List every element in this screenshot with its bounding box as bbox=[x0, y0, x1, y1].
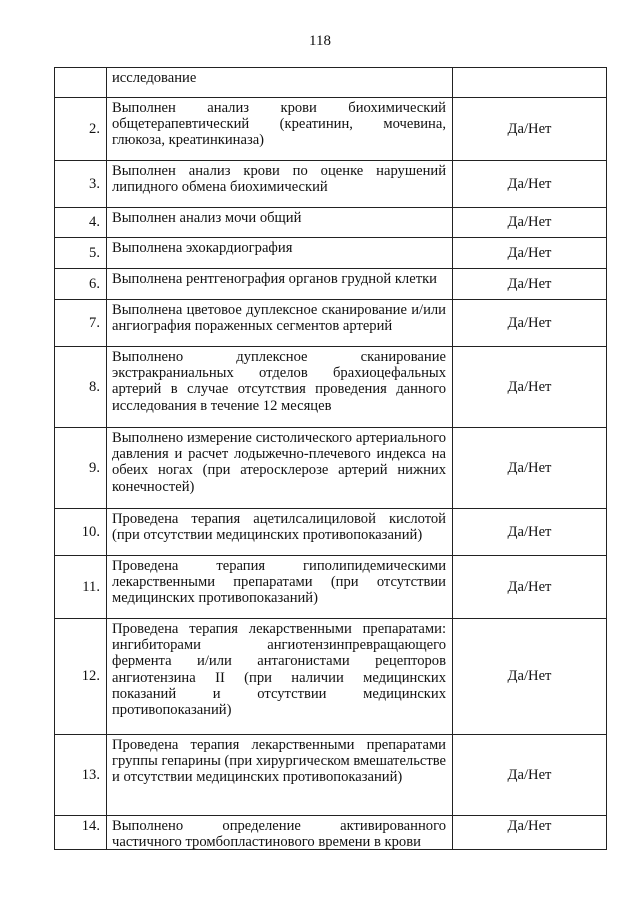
answer-cell bbox=[453, 68, 607, 98]
table-row bbox=[55, 816, 607, 850]
answer-cell: Да/Нет bbox=[453, 300, 607, 347]
criterion-text: Выполнено дуплексное сканирование экстракраниальных отделов брахиоцефальных артерий в случае отсутствия проведения данного исследования в течение 12 месяцев bbox=[107, 347, 453, 428]
row-number: 5. bbox=[55, 238, 107, 269]
answer-cell: Да/Нет bbox=[453, 509, 607, 556]
answer-cell: Да/Нет bbox=[453, 619, 607, 735]
row-number: 12. bbox=[55, 619, 107, 735]
criterion-text: исследование bbox=[107, 68, 453, 98]
row-number: 3. bbox=[55, 161, 107, 208]
answer-cell: Да/Нет bbox=[453, 161, 607, 208]
row-number: 2. bbox=[55, 98, 107, 161]
row-number: 11. bbox=[55, 556, 107, 619]
criterion-text: Проведена терапия ацетилсалициловой кислотой (при отсутствии медицинских противопоказаний) bbox=[107, 509, 453, 556]
criterion-text bbox=[107, 816, 453, 850]
answer-cell: Да/Нет bbox=[453, 208, 607, 238]
criterion-text-cut: Выполнено определение активированного частичного тромбопластинового времени в крови bbox=[112, 818, 446, 851]
criterion-text: Выполнено измерение систолического артериального давления и расчет лодыжечно-плечевого индекса на обеих ногах (при атеросклерозе артерий нижних конечностей) bbox=[107, 428, 453, 509]
answer-cell: Да/Нет bbox=[453, 816, 607, 850]
table-row bbox=[55, 161, 607, 208]
page-number: 118 bbox=[309, 33, 331, 49]
table-row bbox=[55, 428, 607, 509]
table-row bbox=[55, 735, 607, 816]
answer-cell: Да/Нет bbox=[453, 735, 607, 816]
row-number: 10. bbox=[55, 509, 107, 556]
table-row bbox=[55, 556, 607, 619]
criterion-text: Выполнена рентгенография органов грудной клетки bbox=[107, 269, 453, 300]
answer-cell: Да/Нет bbox=[453, 269, 607, 300]
table-row bbox=[55, 68, 607, 98]
criterion-text: Выполнен анализ крови биохимический общетерапевтический (креатинин, мочевина, глюкоза, креатинкиназа) bbox=[107, 98, 453, 161]
table-row bbox=[55, 347, 607, 428]
criterion-text: Выполнена эхокардиография bbox=[107, 238, 453, 269]
table-row bbox=[55, 98, 607, 161]
criterion-text: Проведена терапия лекарственными препаратами группы гепарины (при хирургическом вмешательстве и отсутствии медицинских противопоказаний) bbox=[107, 735, 453, 816]
row-number: 9. bbox=[55, 428, 107, 509]
answer-cell: Да/Нет bbox=[453, 347, 607, 428]
row-number: 8. bbox=[55, 347, 107, 428]
criterion-text: Проведена терапия гиполипидемическими лекарственными препаратами (при отсутствии медицинских противопоказаний) bbox=[107, 556, 453, 619]
table-row bbox=[55, 208, 607, 238]
table-row bbox=[55, 619, 607, 735]
checklist-table bbox=[54, 67, 607, 850]
criterion-text: Выполнен анализ мочи общий bbox=[107, 208, 453, 238]
row-number: 7. bbox=[55, 300, 107, 347]
criterion-text: Проведена терапия лекарственными препаратами: ингибиторами ангиотензинпревращающего фермента и/или антагонистами рецепторов ангиотензина II (при наличии медицинских показаний и отсутствии медицинских противопоказаний) bbox=[107, 619, 453, 735]
row-number: 14. bbox=[55, 816, 107, 850]
answer-cell: Да/Нет bbox=[453, 98, 607, 161]
answer-cell: Да/Нет bbox=[453, 556, 607, 619]
row-number: 6. bbox=[55, 269, 107, 300]
answer-cell: Да/Нет bbox=[453, 238, 607, 269]
criterion-text: Выполнена цветовое дуплексное сканирование и/или ангиография пораженных сегментов артерий bbox=[107, 300, 453, 347]
criterion-text: Выполнен анализ крови по оценке нарушений липидного обмена биохимический bbox=[107, 161, 453, 208]
row-number: 13. bbox=[55, 735, 107, 816]
row-number: 4. bbox=[55, 208, 107, 238]
table-row bbox=[55, 269, 607, 300]
table-row bbox=[55, 238, 607, 269]
table-row bbox=[55, 300, 607, 347]
answer-cell: Да/Нет bbox=[453, 428, 607, 509]
table-row bbox=[55, 509, 607, 556]
row-number bbox=[55, 68, 107, 98]
